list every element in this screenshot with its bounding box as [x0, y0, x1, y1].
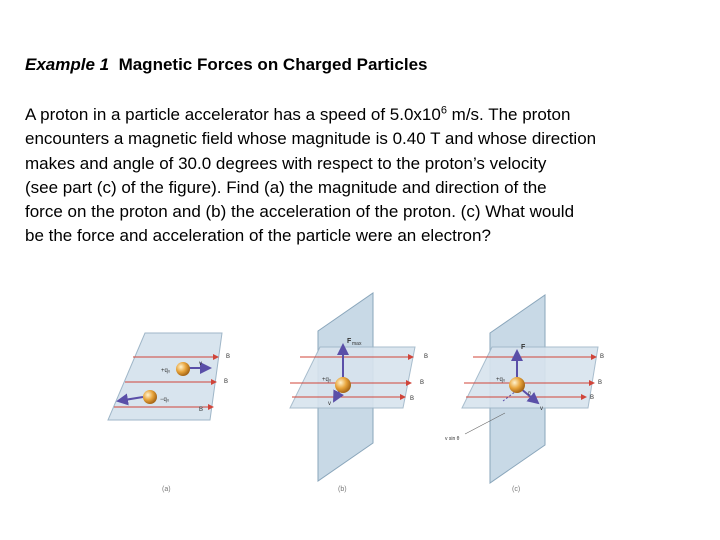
- panel-a-v-label: v: [199, 361, 202, 367]
- panel-b-force-label: F: [347, 338, 352, 345]
- panel-c-b-label-1: B: [600, 354, 605, 360]
- problem-line-5: force on the proton and (b) the acceleration of the proton. (c) What would: [25, 202, 575, 222]
- problem-line-1-tail: m/s. The proton: [446, 105, 571, 124]
- panel-c: [445, 295, 604, 493]
- panel-b-horizontal-plane: [290, 347, 415, 408]
- speed-exponent: 6: [440, 104, 447, 117]
- panel-c-horizontal-plane: [462, 347, 598, 408]
- example-label: Example 1: [25, 55, 110, 74]
- panel-c-b-label-3: B: [590, 395, 595, 401]
- example-heading: [25, 55, 427, 75]
- problem-statement: [25, 103, 715, 249]
- panel-b-force-sub: max: [352, 341, 362, 347]
- panel-a: [108, 333, 230, 493]
- panel-a-caption: (a): [162, 486, 171, 493]
- problem-line-6: be the force and acceleration of the particle were an electron?: [25, 226, 491, 246]
- panel-c-force-label: F: [521, 344, 526, 351]
- panel-b-charge-label: +q₀: [322, 377, 332, 383]
- panel-b-charge: [335, 377, 351, 393]
- panel-c-vsin-label: v sin θ: [445, 436, 460, 442]
- panel-a-b-label-1: B: [226, 354, 231, 360]
- panel-c-b-label-2: B: [598, 380, 603, 386]
- panel-a-b-label-2: B: [224, 379, 229, 385]
- panel-b-b-label-3: B: [410, 396, 415, 402]
- magnetic-force-figure: [0, 285, 720, 495]
- problem-line-4: (see part (c) of the figure). Find (a) the magnitude and direction of the: [25, 177, 547, 197]
- panel-c-v-label: v: [540, 406, 543, 412]
- example-title: Magnetic Forces on Charged Particles: [118, 55, 428, 74]
- panel-b-caption: (b): [338, 486, 347, 493]
- panel-a-charge-negative: [143, 390, 157, 404]
- figure-svg: [0, 285, 720, 495]
- panel-b-v-label: v: [328, 401, 331, 407]
- panel-a-charge-neg-label: −q₀: [160, 397, 170, 403]
- panel-c-charge: [509, 377, 525, 393]
- problem-line-2: encounters a magnetic field whose magnitude is 0.40 T and whose direction: [25, 129, 597, 149]
- problem-line-1-text: A proton in a particle accelerator has a speed of 5.0x10: [25, 105, 441, 124]
- panel-a-charge-positive: [176, 362, 190, 376]
- panel-a-b-label-3: B: [199, 407, 204, 413]
- panel-b: [290, 293, 428, 493]
- problem-line-3: makes and angle of 30.0 degrees with respect to the proton’s velocity: [25, 153, 547, 173]
- panel-b-b-label-1: B: [424, 354, 429, 360]
- panel-c-charge-label: +q₀: [496, 377, 506, 383]
- problem-line-1: [25, 103, 715, 127]
- panel-a-charge-pos-label: +q₀: [161, 368, 171, 374]
- panel-c-caption: (c): [512, 486, 521, 493]
- panel-b-b-label-2: B: [420, 380, 425, 386]
- panel-c-theta-label: θ: [528, 391, 531, 397]
